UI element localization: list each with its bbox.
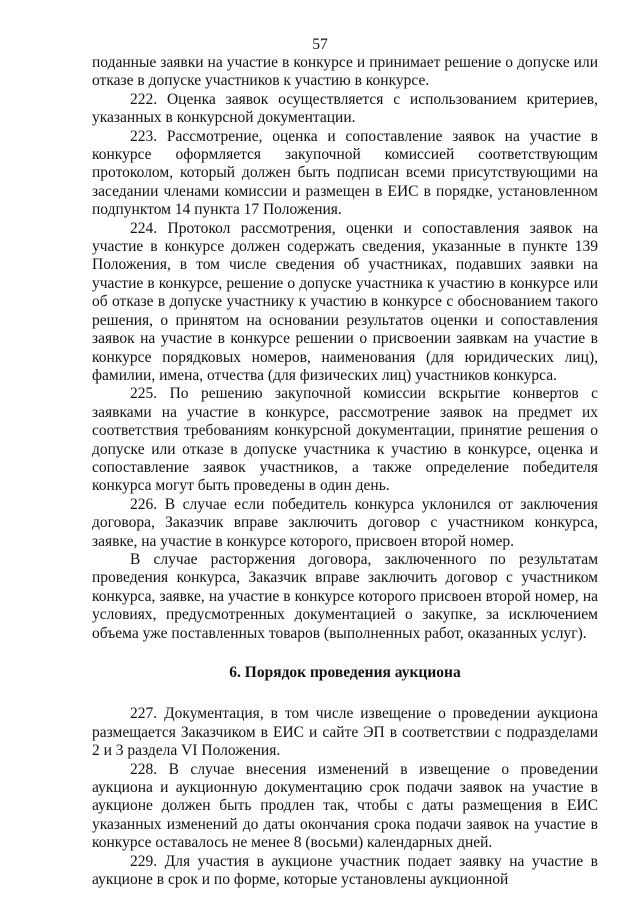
paragraph-227: 227. Документация, в том числе извещение о проведении аукциона размещается Заказчиком в ЕИС и сайте ЭП в соответствии с подразделами 2 и 3 раздела VI Положения. [92,705,598,760]
paragraph-continuation: поданные заявки на участие в конкурсе и принимает решение о допуске или отказе в допуске участников к участию в конкурсе. [92,54,598,90]
paragraph-226-continued: В случае расторжения договора, заключенного по результатам проведения конкурса, Заказчик вправе заключить договор с участником конкурса, заявке, на участие в конкурсе которого присвоен второй номер, на условиях, предусмотренных документацией о закупке, за исключением объема уже поставленных товаров (выполненных работ, оказанных услуг). [92,550,598,642]
section-heading: 6. Порядок проведения аукциона [229,664,461,681]
document-body [92,54,598,889]
paragraph-223: 223. Рассмотрение, оценка и сопоставление заявок на участие в конкурсе оформляется закупочной комиссией соответствующим протоколом, который должен быть подписан всеми присутствующими на заседании членами комиссии и размещен в ЕИС в порядке, установленном подпунктом 14 пункта 17 Положения. [92,127,598,219]
paragraph-222: 222. Оценка заявок осуществляется с использованием критериев, указанных в конкурсной документации. [92,90,598,127]
paragraph-226: 226. В случае если победитель конкурса уклонился от заключения договора, Заказчик вправе заключить договор с участником конкурса, заявке, на участие в конкурсе которого, присвоен второй номер. [92,495,598,550]
paragraph-229: 229. Для участия в аукционе участник подает заявку на участие в аукционе в срок и по форме, которые установлены аукционной [92,852,598,889]
paragraph-225: 225. По решению закупочной комиссии вскрытие конвертов с заявками на участие в конкурсе, рассмотрение заявок на предмет их соответствия требованиям конкурсной документации, принятие решения о допуске или отказе в допуске участника к участию в конкурсе, оценка и сопоставление заявок участников, а также определение победителя конкурса могут быть проведены в один день. [92,385,598,495]
paragraph-228: 228. В случае внесения изменений в извещение о проведении аукциона и аукционную документацию срок подачи заявок на участие в аукционе должен быть продлен так, чтобы с даты размещения в ЕИС указанных изменений до даты окончания срока подачи заявок на участие в конкурсе оставалось не менее 8 (восьми) календарных дней. [92,760,598,852]
page-number: 57 [312,36,328,53]
paragraph-224: 224. Протокол рассмотрения, оценки и сопоставления заявок на участие в конкурсе должен содержать сведения, указанные в пункте 139 Положения, в том числе сведения об участниках, подавших заявки на участие в конкурсе, решение о допуске участника к участию в конкурсе или об отказе в допуске участнику к участию в конкурсе с обоснованием такого решения, о принятом на основании результатов оценки и сопоставления заявок на участие в конкурсе решении о присвоении заявкам на участие в конкурсе порядковых номеров, наименования (для юридических лиц), фамилии, имена, отчества (для физических лиц) участников конкурса. [92,219,598,384]
